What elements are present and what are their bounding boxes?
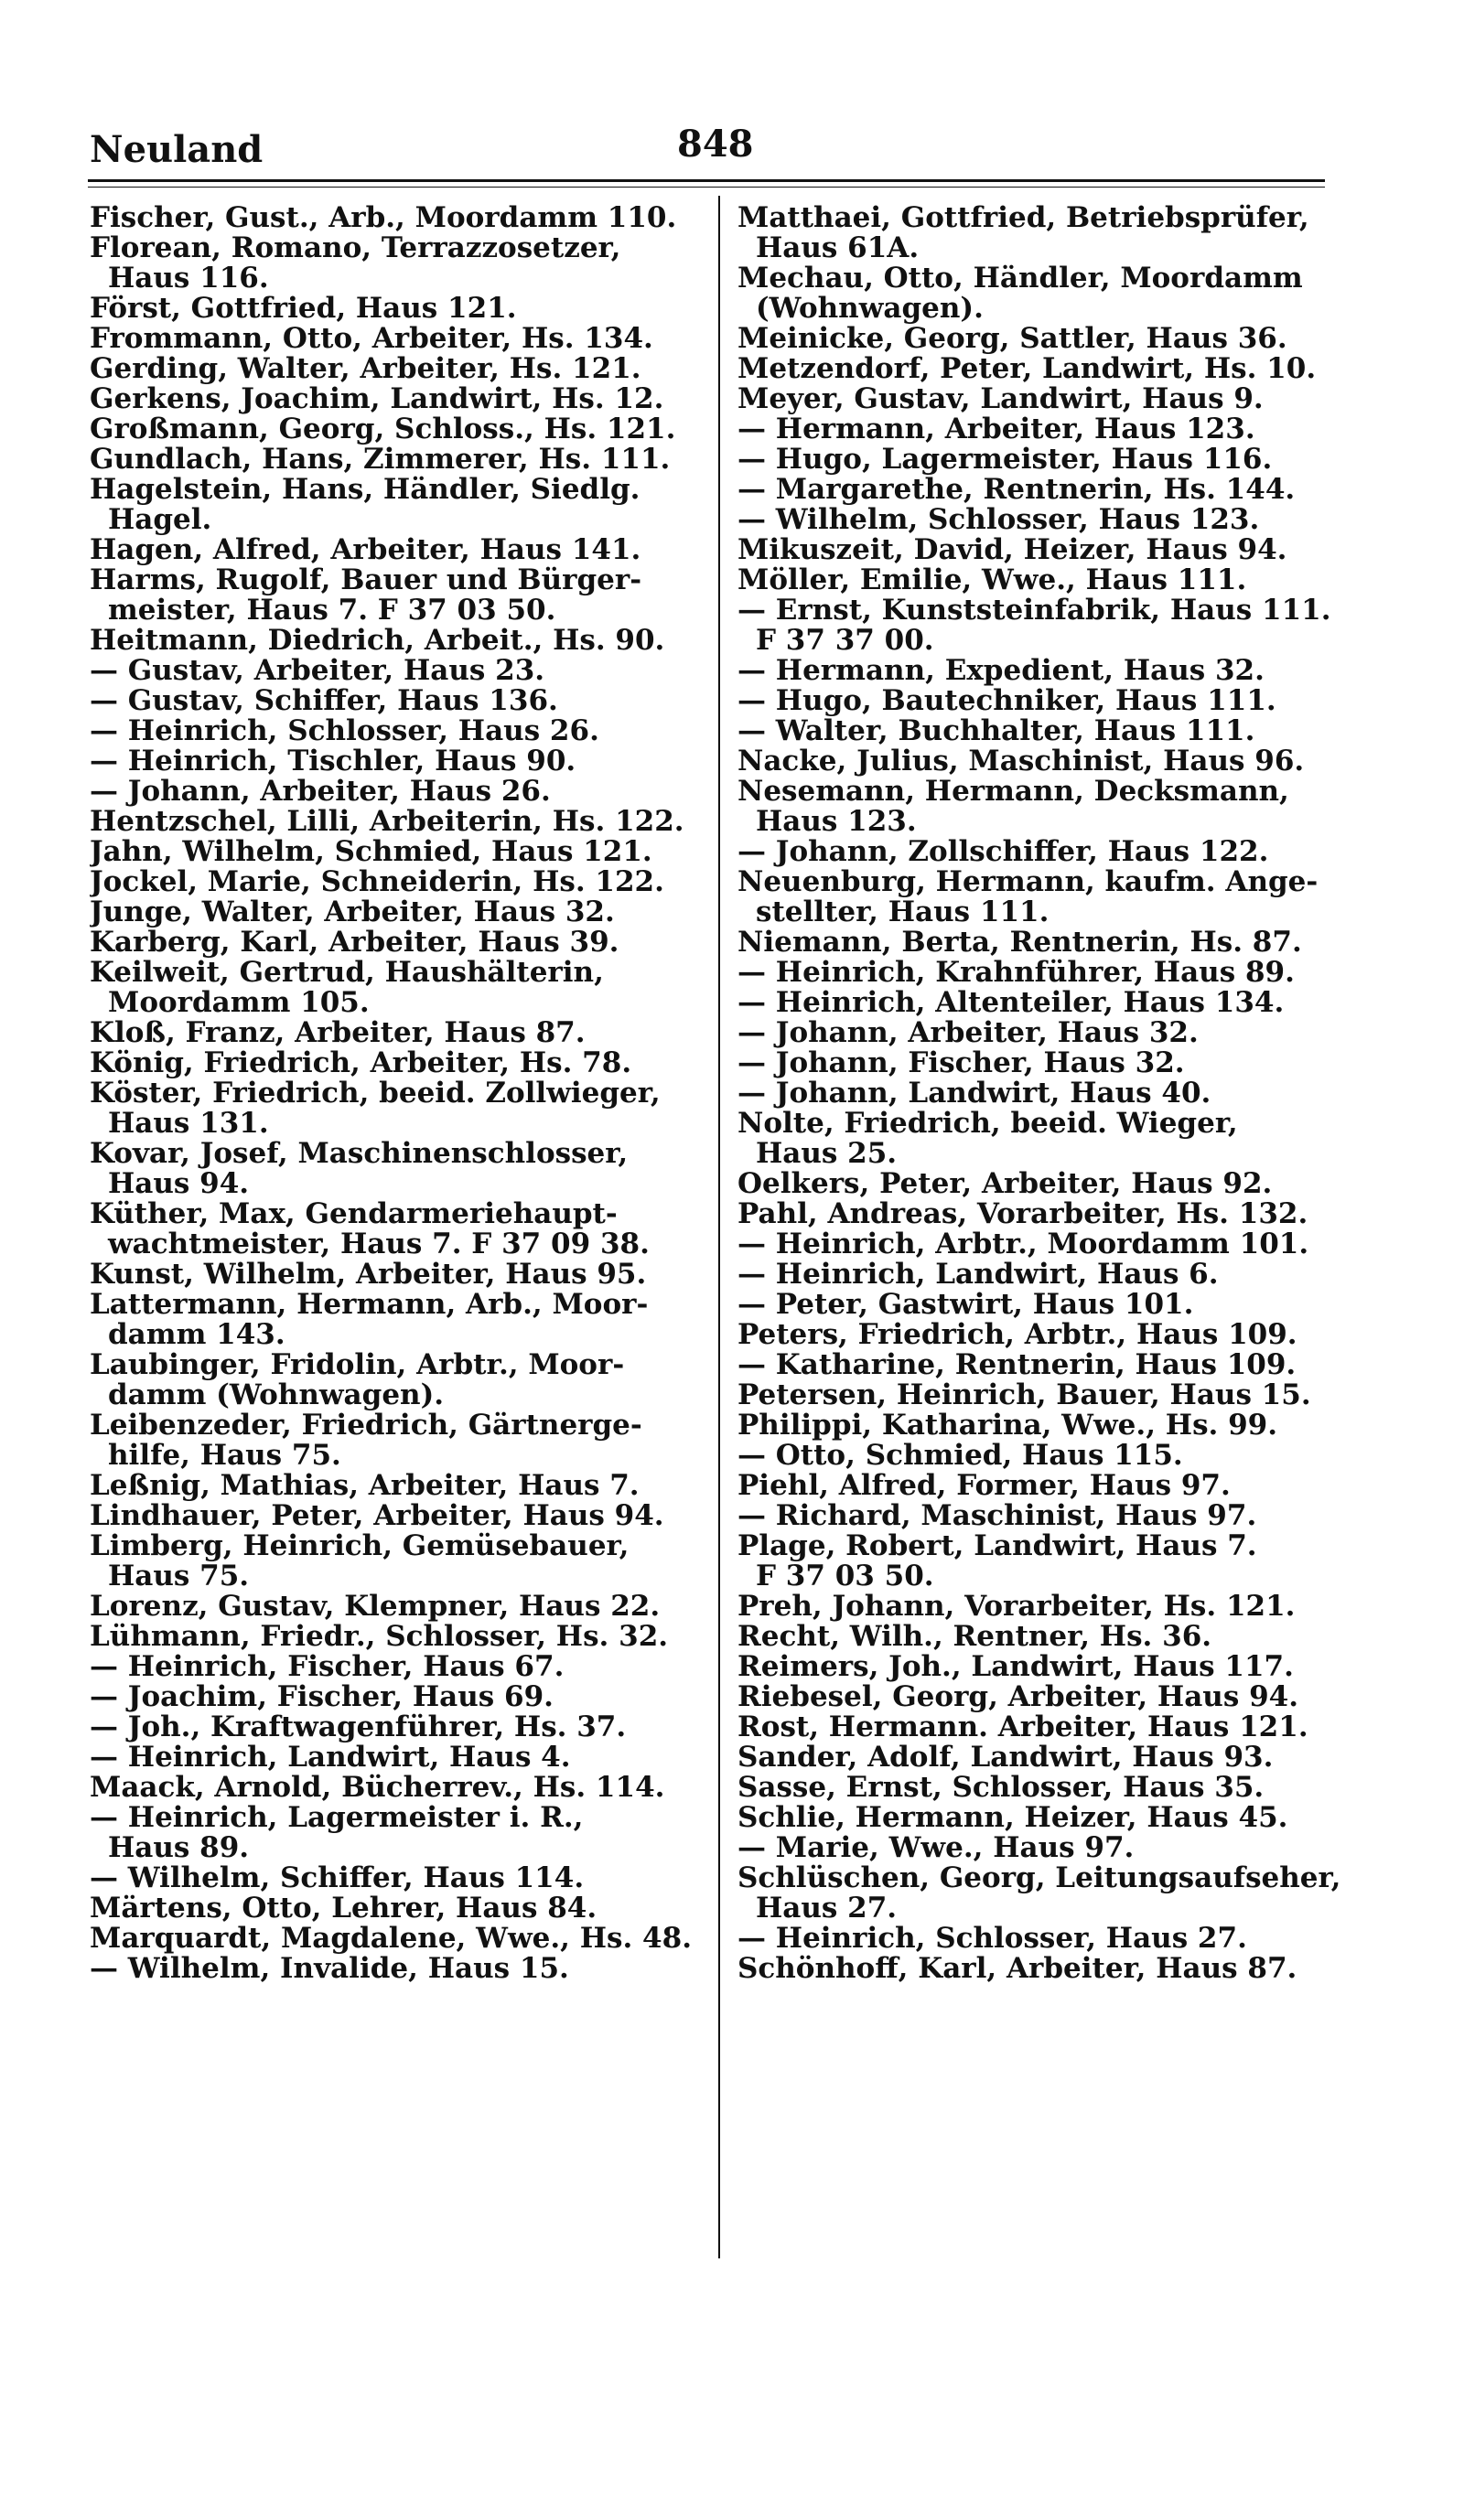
directory-line: Haus 116. [108,263,269,294]
directory-line: — Heinrich, Krahnführer, Haus 89. [737,958,1295,988]
directory-line: — Hermann, Expedient, Haus 32. [737,656,1265,686]
directory-line: Peters, Friedrich, Arbtr., Haus 109. [737,1320,1297,1350]
directory-line: Haus 89. [108,1833,250,1863]
directory-line: Großmann, Georg, Schloss., Hs. 121. [90,414,676,445]
directory-line: Frommann, Otto, Arbeiter, Hs. 134. [90,324,653,354]
directory-line: Pahl, Andreas, Vorarbeiter, Hs. 132. [737,1199,1308,1229]
directory-line: — Wilhelm, Schiffer, Haus 114. [90,1863,585,1893]
directory-line: — Walter, Buchhalter, Haus 111. [737,716,1255,746]
directory-line: Haus 131. [108,1109,269,1139]
directory-line: König, Friedrich, Arbeiter, Hs. 78. [90,1048,632,1078]
directory-line: Reimers, Joh., Landwirt, Haus 117. [737,1652,1294,1682]
directory-line: — Joachim, Fischer, Haus 69. [90,1682,554,1712]
directory-line: Sasse, Ernst, Schlosser, Haus 35. [737,1773,1265,1803]
directory-line: — Ernst, Kunststeinfabrik, Haus 111. [737,595,1331,626]
directory-line: — Hugo, Lagermeister, Haus 116. [737,445,1273,475]
directory-line: Junge, Walter, Arbeiter, Haus 32. [90,897,615,928]
directory-line: Philippi, Katharina, Wwe., Hs. 99. [737,1410,1278,1441]
directory-line: damm 143. [108,1320,285,1350]
directory-line: Petersen, Heinrich, Bauer, Haus 15. [737,1380,1311,1410]
directory-line: — Heinrich, Schlosser, Haus 26. [90,716,599,746]
directory-line: — Wilhelm, Schlosser, Haus 123. [737,505,1260,535]
directory-line: — Peter, Gastwirt, Haus 101. [737,1290,1194,1320]
directory-line: Riebesel, Georg, Arbeiter, Haus 94. [737,1682,1299,1712]
directory-line: Laubinger, Fridolin, Arbtr., Moor- [90,1350,625,1380]
directory-line: — Heinrich, Lagermeister i. R., [90,1803,584,1833]
column-divider [718,196,720,2258]
directory-line: — Heinrich, Schlosser, Haus 27. [737,1924,1247,1954]
directory-line: Metzendorf, Peter, Landwirt, Hs. 10. [737,354,1317,384]
directory-line: Gundlach, Hans, Zimmerer, Hs. 111. [90,445,671,475]
directory-line: — Gustav, Schiffer, Haus 136. [90,686,558,716]
directory-line: hilfe, Haus 75. [108,1441,341,1471]
directory-line: F 37 03 50. [756,1561,934,1592]
directory-line: Leßnig, Mathias, Arbeiter, Haus 7. [90,1471,640,1501]
directory-line: Harms, Rugolf, Bauer und Bürger- [90,565,642,595]
directory-line: Schönhoff, Karl, Arbeiter, Haus 87. [737,1954,1297,1984]
directory-line: Schlie, Hermann, Heizer, Haus 45. [737,1803,1288,1833]
directory-line: Haus 27. [756,1893,898,1924]
directory-line: wachtmeister, Haus 7. F 37 09 38. [108,1229,650,1260]
directory-line: Rost, Hermann. Arbeiter, Haus 121. [737,1712,1308,1743]
directory-line: — Heinrich, Altenteiler, Haus 134. [737,988,1285,1018]
directory-line: Haus 75. [108,1561,250,1592]
directory-line: — Johann, Fischer, Haus 32. [737,1048,1185,1078]
directory-line: Jockel, Marie, Schneiderin, Hs. 122. [90,867,664,897]
header-rule-thin [88,187,1325,188]
directory-line: Limberg, Heinrich, Gemüsebauer, [90,1531,630,1561]
directory-line: (Wohnwagen). [756,294,984,324]
directory-line: Lattermann, Hermann, Arb., Moor- [90,1290,649,1320]
directory-line: Märtens, Otto, Lehrer, Haus 84. [90,1893,597,1924]
header-rule-thick [88,179,1325,182]
directory-line: Marquardt, Magdalene, Wwe., Hs. 48. [90,1924,692,1954]
directory-line: — Wilhelm, Invalide, Haus 15. [90,1954,569,1984]
directory-line: Kovar, Josef, Maschinenschlosser, [90,1139,629,1169]
directory-line: Mechau, Otto, Händler, Moordamm [737,263,1303,294]
directory-line: Keilweit, Gertrud, Haushälterin, [90,958,604,988]
place-header: Neuland [90,128,264,171]
directory-line: Haus 61A. [756,233,920,263]
directory-line: Sander, Adolf, Landwirt, Haus 93. [737,1743,1274,1773]
directory-line: Hentzschel, Lilli, Arbeiterin, Hs. 122. [90,807,684,837]
directory-line: Hagen, Alfred, Arbeiter, Haus 141. [90,535,641,565]
directory-line: Recht, Wilh., Rentner, Hs. 36. [737,1622,1212,1652]
directory-line: Kunst, Wilhelm, Arbeiter, Haus 95. [90,1260,647,1290]
directory-line: — Johann, Arbeiter, Haus 32. [737,1018,1199,1048]
directory-line: Meyer, Gustav, Landwirt, Haus 9. [737,384,1264,414]
directory-line: — Johann, Zollschiffer, Haus 122. [737,837,1269,867]
directory-line: meister, Haus 7. F 37 03 50. [108,595,556,626]
directory-line: Neuenburg, Hermann, kaufm. Ange- [737,867,1319,897]
directory-line: Fischer, Gust., Arb., Moordamm 110. [90,203,677,233]
directory-line: Hagel. [108,505,212,535]
directory-line: Lorenz, Gustav, Klempner, Haus 22. [90,1592,661,1622]
directory-line: Köster, Friedrich, beeid. Zollwieger, [90,1078,661,1109]
directory-line: damm (Wohnwagen). [108,1380,445,1410]
directory-line: Kloß, Franz, Arbeiter, Haus 87. [90,1018,586,1048]
directory-line: — Katharine, Rentnerin, Haus 109. [737,1350,1297,1380]
directory-line: — Heinrich, Tischler, Haus 90. [90,746,576,777]
directory-line: — Heinrich, Fischer, Haus 67. [90,1652,565,1682]
directory-line: Preh, Johann, Vorarbeiter, Hs. 121. [737,1592,1296,1622]
directory-line: — Johann, Arbeiter, Haus 26. [90,777,551,807]
directory-line: — Hermann, Arbeiter, Haus 123. [737,414,1255,445]
directory-line: Nesemann, Hermann, Decksmann, [737,777,1289,807]
page-number: 848 [677,123,754,166]
directory-line: — Heinrich, Arbtr., Moordamm 101. [737,1229,1309,1260]
directory-line: Niemann, Berta, Rentnerin, Hs. 87. [737,928,1302,958]
directory-line: Möller, Emilie, Wwe., Haus 111. [737,565,1247,595]
directory-line: Piehl, Alfred, Former, Haus 97. [737,1471,1231,1501]
directory-line: Haus 123. [756,807,917,837]
directory-line: Plage, Robert, Landwirt, Haus 7. [737,1531,1257,1561]
directory-line: stellter, Haus 111. [756,897,1050,928]
directory-line: — Hugo, Bautechniker, Haus 111. [737,686,1276,716]
directory-line: — Otto, Schmied, Haus 115. [737,1441,1183,1471]
directory-line: Nolte, Friedrich, beeid. Wieger, [737,1109,1238,1139]
directory-line: Nacke, Julius, Maschinist, Haus 96. [737,746,1305,777]
directory-line: Schlüschen, Georg, Leitungsaufseher, [737,1863,1341,1893]
directory-line: Meinicke, Georg, Sattler, Haus 36. [737,324,1287,354]
directory-line: Karberg, Karl, Arbeiter, Haus 39. [90,928,619,958]
directory-line: — Heinrich, Landwirt, Haus 6. [737,1260,1219,1290]
directory-line: — Johann, Landwirt, Haus 40. [737,1078,1211,1109]
directory-line: Gerkens, Joachim, Landwirt, Hs. 12. [90,384,664,414]
directory-line: Haus 94. [108,1169,250,1199]
right-column [737,203,1378,1984]
directory-line: Leibenzeder, Friedrich, Gärtnerge- [90,1410,642,1441]
directory-line: — Gustav, Arbeiter, Haus 23. [90,656,545,686]
directory-line: Oelkers, Peter, Arbeiter, Haus 92. [737,1169,1273,1199]
directory-line: Haus 25. [756,1139,898,1169]
directory-line: Maack, Arnold, Bücherrev., Hs. 114. [90,1773,665,1803]
directory-line: — Marie, Wwe., Haus 97. [737,1833,1135,1863]
directory-line: Lühmann, Friedr., Schlosser, Hs. 32. [90,1622,669,1652]
directory-line: Küther, Max, Gendarmeriehaupt- [90,1199,618,1229]
directory-line: Matthaei, Gottfried, Betriebsprüfer, [737,203,1309,233]
directory-line: Heitmann, Diedrich, Arbeit., Hs. 90. [90,626,665,656]
left-column [90,203,708,1984]
directory-line: — Heinrich, Landwirt, Haus 4. [90,1743,571,1773]
directory-line: — Margarethe, Rentnerin, Hs. 144. [737,475,1296,505]
directory-line: Moordamm 105. [108,988,370,1018]
directory-line: Mikuszeit, David, Heizer, Haus 94. [737,535,1287,565]
directory-line: — Richard, Maschinist, Haus 97. [737,1501,1257,1531]
directory-line: Först, Gottfried, Haus 121. [90,294,517,324]
directory-line: Gerding, Walter, Arbeiter, Hs. 121. [90,354,641,384]
directory-line: Jahn, Wilhelm, Schmied, Haus 121. [90,837,652,867]
directory-line: F 37 37 00. [756,626,934,656]
directory-line: Hagelstein, Hans, Händler, Siedlg. [90,475,640,505]
directory-line: Lindhauer, Peter, Arbeiter, Haus 94. [90,1501,664,1531]
directory-line: — Joh., Kraftwagenführer, Hs. 37. [90,1712,627,1743]
directory-line: Florean, Romano, Terrazzosetzer, [90,233,621,263]
